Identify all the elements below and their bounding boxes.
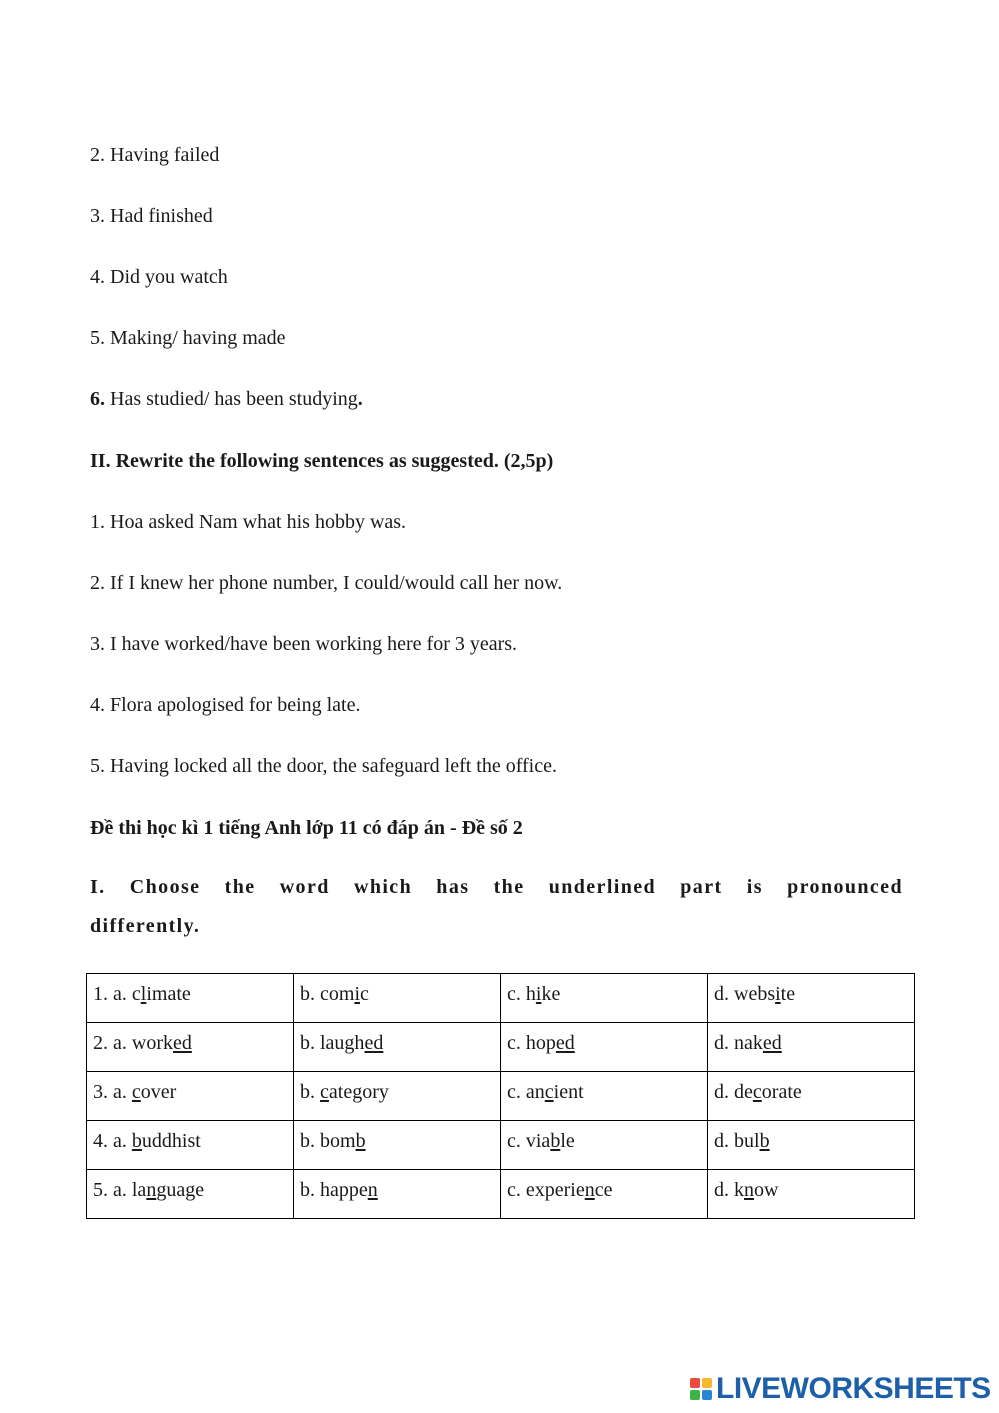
option-cell: [87, 1072, 294, 1121]
answer-item: 3. I have worked/have been working here for 3 years.: [90, 633, 518, 655]
table-row: [87, 1072, 915, 1121]
watermark-text: LIVEWORKSHEETS: [716, 1372, 991, 1405]
answer-item: 1. Hoa asked Nam what his hobby was.: [90, 511, 407, 533]
option-text-start: c. an: [507, 1081, 545, 1103]
underlined-part: l: [140, 983, 147, 1005]
option-text-start: c. hop: [507, 1032, 556, 1054]
underlined-part: ed: [762, 1032, 782, 1054]
option-text-start: b.: [300, 1081, 320, 1103]
option-text-start: d. k: [714, 1179, 744, 1201]
option-cell: [708, 1121, 915, 1170]
option-cell: [501, 1170, 708, 1219]
underlined-part: c: [752, 1081, 762, 1103]
option-text-end: over: [140, 1081, 177, 1103]
watermark-logo: [690, 1374, 991, 1404]
answer-item: 6. Has studied/ has been studying.: [90, 388, 363, 410]
answer-item: 5. Having locked all the door, the safeguard left the office.: [90, 755, 557, 777]
underlined-part: c: [320, 1081, 329, 1103]
option-cell: [294, 1023, 501, 1072]
option-text-end: ategory: [328, 1081, 389, 1103]
option-cell: [501, 1072, 708, 1121]
option-text-end: guage: [156, 1179, 205, 1201]
option-text-start: 2. a. work: [93, 1032, 173, 1054]
option-text-end: ce: [594, 1179, 613, 1201]
option-text-start: d. nak: [714, 1032, 763, 1054]
option-text-start: c. experie: [507, 1179, 585, 1201]
underlined-part: i: [535, 983, 542, 1005]
answer-item: 4. Flora apologised for being late.: [90, 694, 361, 716]
underlined-part: i: [775, 983, 781, 1005]
option-cell: [87, 1121, 294, 1170]
exam-title: Đề thi học kì 1 tiếng Anh lớp 11 có đáp án - Đề số 2: [90, 817, 523, 839]
option-cell: [708, 1023, 915, 1072]
option-text-end: uddhist: [141, 1130, 201, 1152]
option-text-start: b. com: [300, 983, 355, 1005]
underlined-part: i: [354, 983, 360, 1005]
underlined-part: ed: [172, 1032, 192, 1054]
underlined-part: c: [131, 1081, 141, 1103]
option-text-start: b. happe: [300, 1179, 368, 1201]
option-text-start: d. webs: [714, 983, 776, 1005]
section-heading-continued: differently.: [90, 915, 201, 937]
option-text-start: d. bul: [714, 1130, 760, 1152]
option-text-end: c: [360, 983, 369, 1005]
underlined-part: n: [584, 1179, 595, 1201]
option-cell: [708, 1170, 915, 1219]
pronunciation-table: [86, 973, 915, 1219]
liveworksheets-logo-icon: [690, 1378, 712, 1400]
table-row: [87, 974, 915, 1023]
option-text-end: imate: [146, 983, 191, 1005]
answer-item: 3. Had finished: [90, 205, 213, 227]
option-text-start: b. laugh: [300, 1032, 365, 1054]
underlined-part: b: [759, 1130, 770, 1152]
option-text-start: b. bom: [300, 1130, 356, 1152]
option-text-end: ient: [553, 1081, 584, 1103]
option-cell: [501, 1121, 708, 1170]
section-heading: II. Rewrite the following sentences as suggested. (2,5p): [90, 450, 554, 472]
answer-item: 5. Making/ having made: [90, 327, 286, 349]
option-text-start: 1. a. c: [93, 983, 141, 1005]
table-row: [87, 1121, 915, 1170]
underlined-part: b: [131, 1130, 142, 1152]
underlined-part: b: [355, 1130, 366, 1152]
option-text-start: 4. a.: [93, 1130, 132, 1152]
table-row: [87, 1023, 915, 1072]
underlined-part: ed: [364, 1032, 384, 1054]
answer-item: 2. If I knew her phone number, I could/would call her now.: [90, 572, 563, 594]
option-cell: [708, 1072, 915, 1121]
option-text-end: le: [560, 1130, 575, 1152]
option-cell: [708, 974, 915, 1023]
option-text-start: c. h: [507, 983, 536, 1005]
option-cell: [87, 1170, 294, 1219]
underlined-part: b: [550, 1130, 561, 1152]
option-text-start: 3. a.: [93, 1081, 132, 1103]
underlined-part: ed: [555, 1032, 575, 1054]
option-cell: [294, 974, 501, 1023]
option-text-end: ow: [754, 1179, 779, 1201]
option-cell: [501, 1023, 708, 1072]
option-text-start: d. de: [714, 1081, 753, 1103]
option-text-end: te: [780, 983, 796, 1005]
underlined-part: n: [744, 1179, 754, 1201]
option-text-start: 5. a. la: [93, 1179, 147, 1201]
option-text-end: ke: [541, 983, 561, 1005]
option-cell: [294, 1170, 501, 1219]
option-cell: [294, 1121, 501, 1170]
underlined-part: c: [544, 1081, 554, 1103]
answer-item: 4. Did you watch: [90, 266, 228, 288]
answer-item: 2. Having failed: [90, 144, 220, 166]
underlined-part: n: [367, 1179, 378, 1201]
underlined-part: n: [146, 1179, 157, 1201]
option-cell: [501, 974, 708, 1023]
table-row: [87, 1170, 915, 1219]
option-text-start: c. via: [507, 1130, 551, 1152]
option-cell: [87, 974, 294, 1023]
option-cell: [294, 1072, 501, 1121]
option-text-end: orate: [761, 1081, 802, 1103]
option-cell: [87, 1023, 294, 1072]
section-heading: I. Choose the word which has the underlined part is pronounced: [90, 876, 903, 898]
